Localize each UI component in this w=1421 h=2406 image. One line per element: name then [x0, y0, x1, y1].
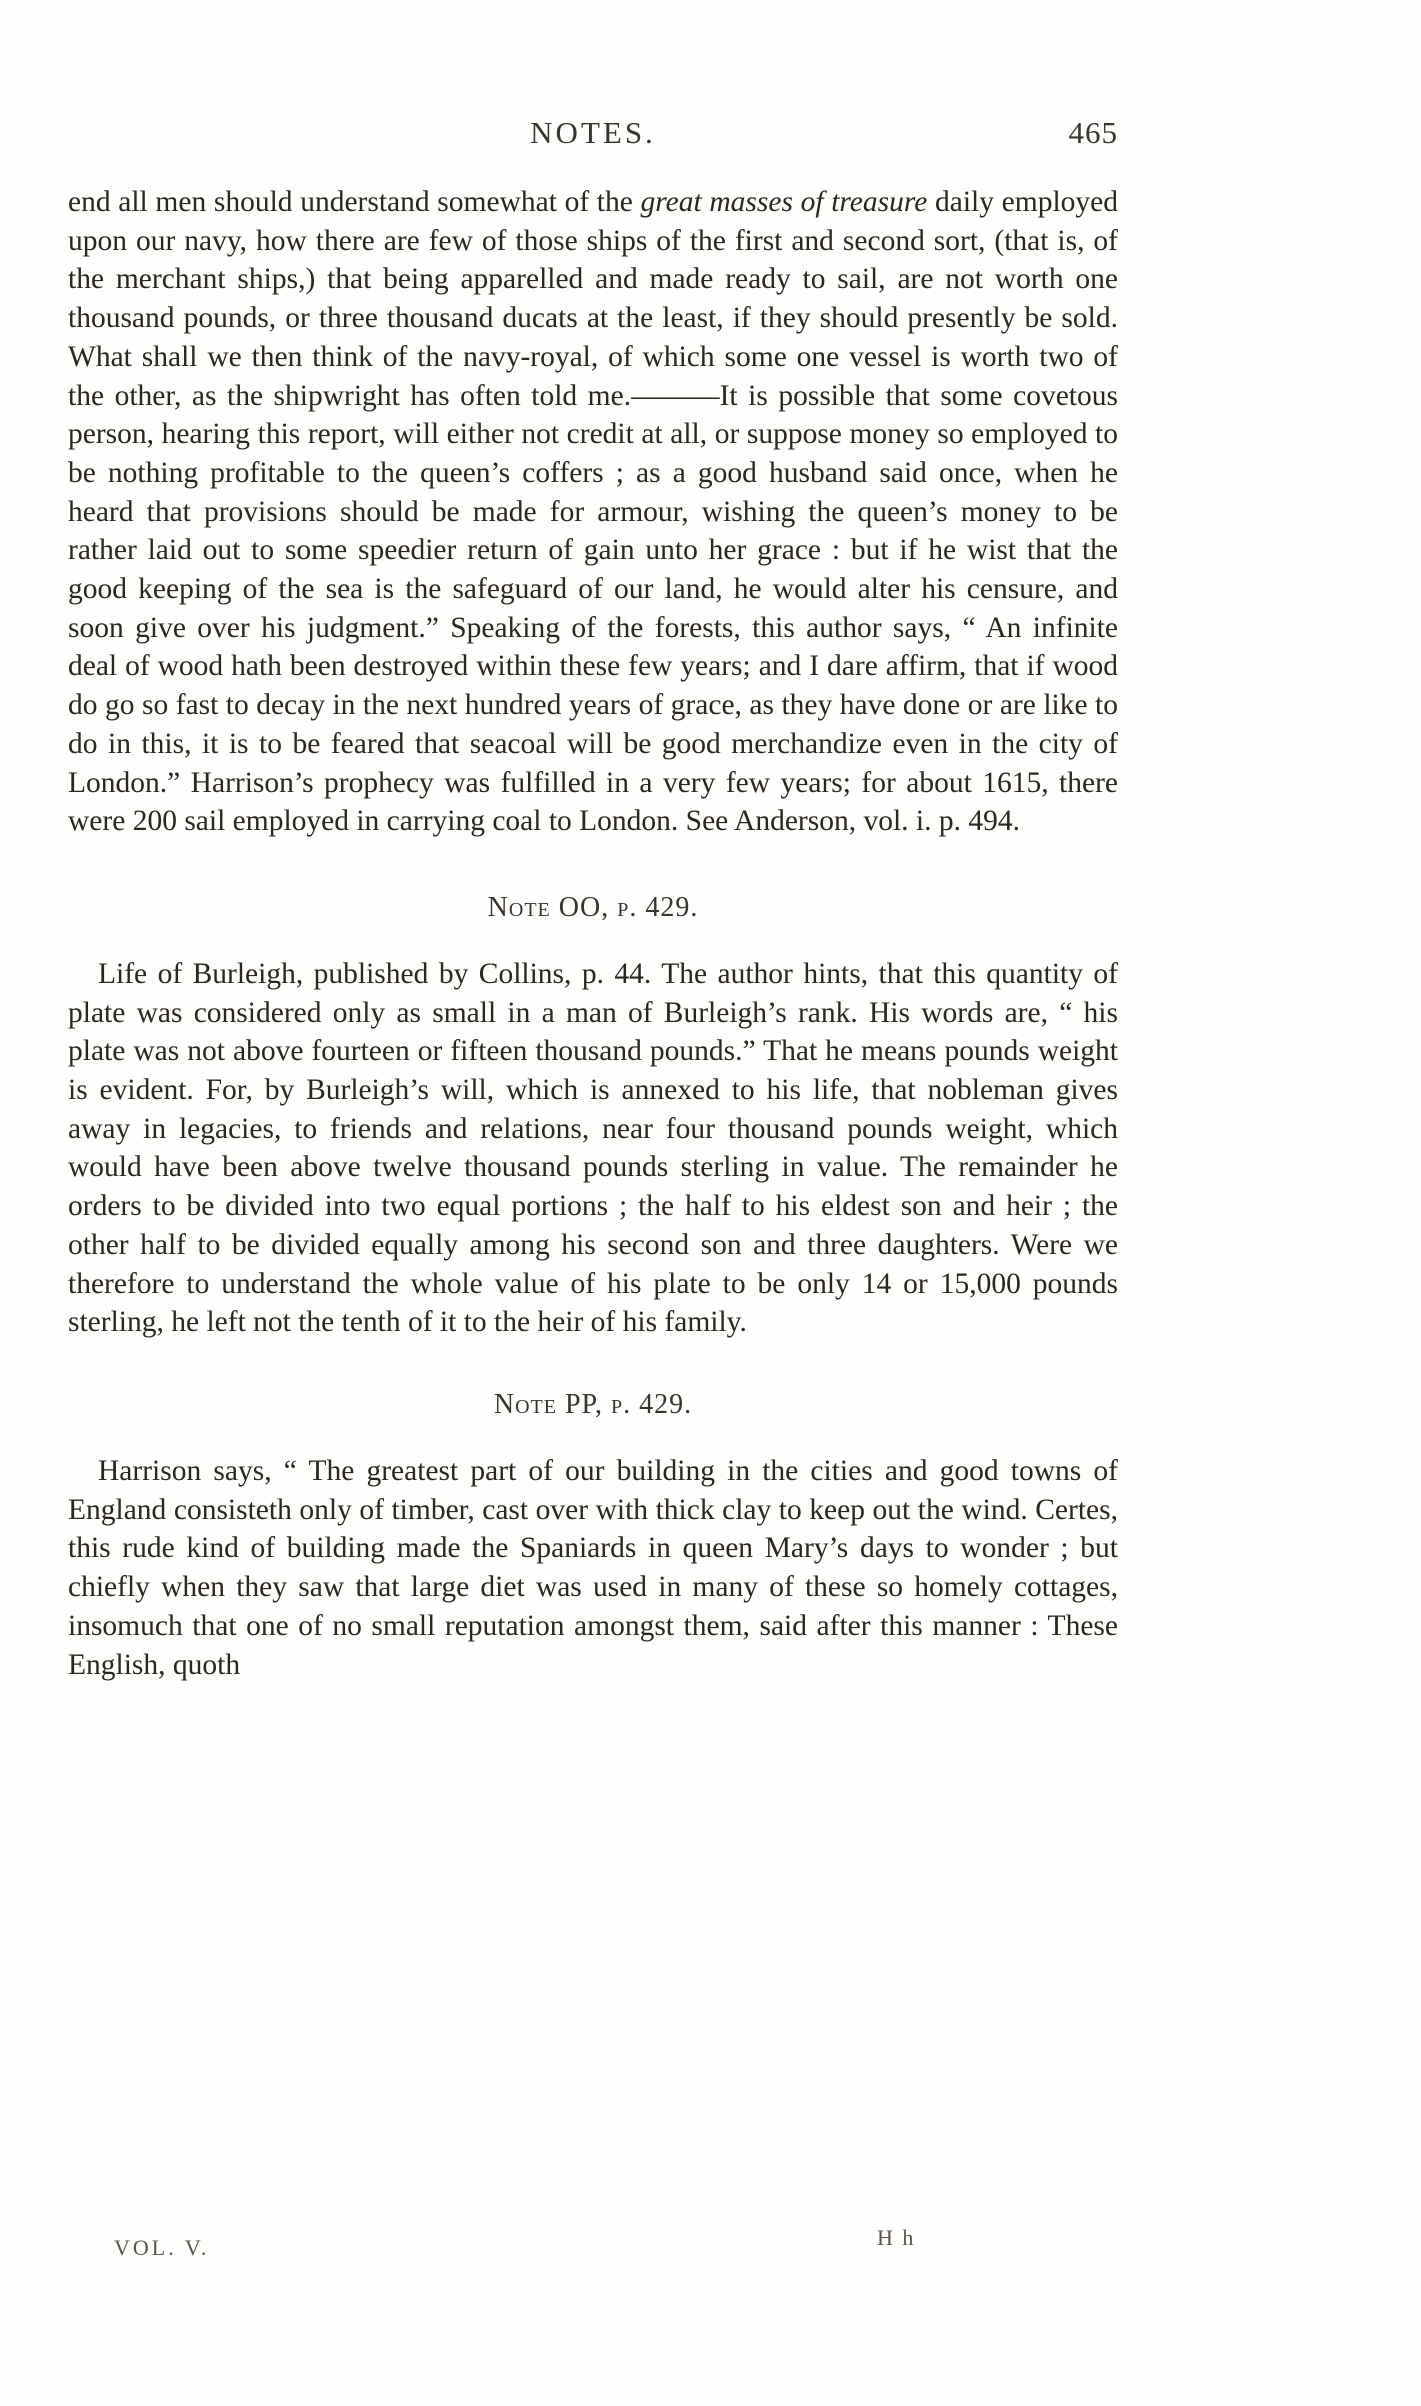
- page-number: 465: [1068, 115, 1118, 150]
- body-text: [68, 183, 1118, 1684]
- running-head: [68, 113, 1118, 153]
- paragraph-continuation-text-start: end all men should understand somewhat of the: [68, 186, 641, 218]
- note-oo-heading: Note OO, p. 429.: [487, 891, 699, 923]
- running-title: NOTES.: [530, 115, 656, 150]
- note-oo-paragraph: Life of Burleigh, published by Collins, p. 44. The author hints, that this quantity of plate was considered only as small in a man of Burleigh’s rank. His words are, “ his plate was not above fourteen or fifteen thousand pounds.” That he means pounds weight is evident. For, by Burleigh’s will, which is annexed to his life, that nobleman gives away in legacies, to friends and relations, near four thousand pounds weight, which would have been above twelve thousand pounds sterling in value. The remainder he orders to be divided into two equal portions ; the half to his eldest son and heir ; the other half to be divided equally among his second son and three daughters. Were we therefore to understand the whole value of his plate to be only 14 or 15,000 pounds sterling, he left not the tenth of it to the heir of his family.: [68, 957, 1118, 1339]
- paragraph-continuation-text-end: daily employed upon our navy, how there are few of those ships of the first and second sort, (that is, of the merchant ships,) that being apparelled and made ready to sail, are not worth one thousand pounds, or three thousand ducats at the least, if they should presently be sold. What shall we then think of the navy-royal, of which some one vessel is worth two of the other, as the shipwright has often told me.———It is possible that some covetous person, hearing this report, will either not credit at all, or suppose money so employed to be nothing profitable to the queen’s coffers ; as a good husband said once, when he heard that provisions should be made for armour, wishing the queen’s money to be rather laid out to some speedier return of gain unto her grace : but if he wist that the good keeping of the sea is the safeguard of our land, he would alter his censure, and soon give over his judgment.” Speaking of the forests, this author says, “ An infinite deal of wood hath been destroyed within these few years; and I dare affirm, that if wood do go so fast to decay in the next hundred years of grace, as they have done or are like to do in this, it is to be feared that seacoal will be good merchandize even in the city of London.” Harrison’s prophecy was fulfilled in a very few years; for about 1615, there were 200 sail employed in carrying coal to London. See Anderson, vol. i. p. 494.: [68, 186, 1118, 838]
- page-footer: [68, 2225, 1118, 2271]
- signature-mark: H h: [877, 2225, 916, 2250]
- paragraph-continuation: [68, 183, 1118, 841]
- volume-mark: VOL. V.: [114, 2235, 210, 2260]
- note-pp-paragraph: Harrison says, “ The greatest part of our building in the cities and good towns of England consisteth only of timber, cast over with thick clay to keep out the wind. Certes, this rude kind of building made the Spaniards in queen Mary’s days to wonder ; but chiefly when they saw that large diet was used in many of these so homely cottages, insomuch that one of no small reputation amongst them, said after this manner : These English, quoth: [68, 1454, 1118, 1681]
- note-pp-heading: Note PP, p. 429.: [493, 1388, 693, 1420]
- italic-phrase: great masses of treasure: [640, 186, 928, 218]
